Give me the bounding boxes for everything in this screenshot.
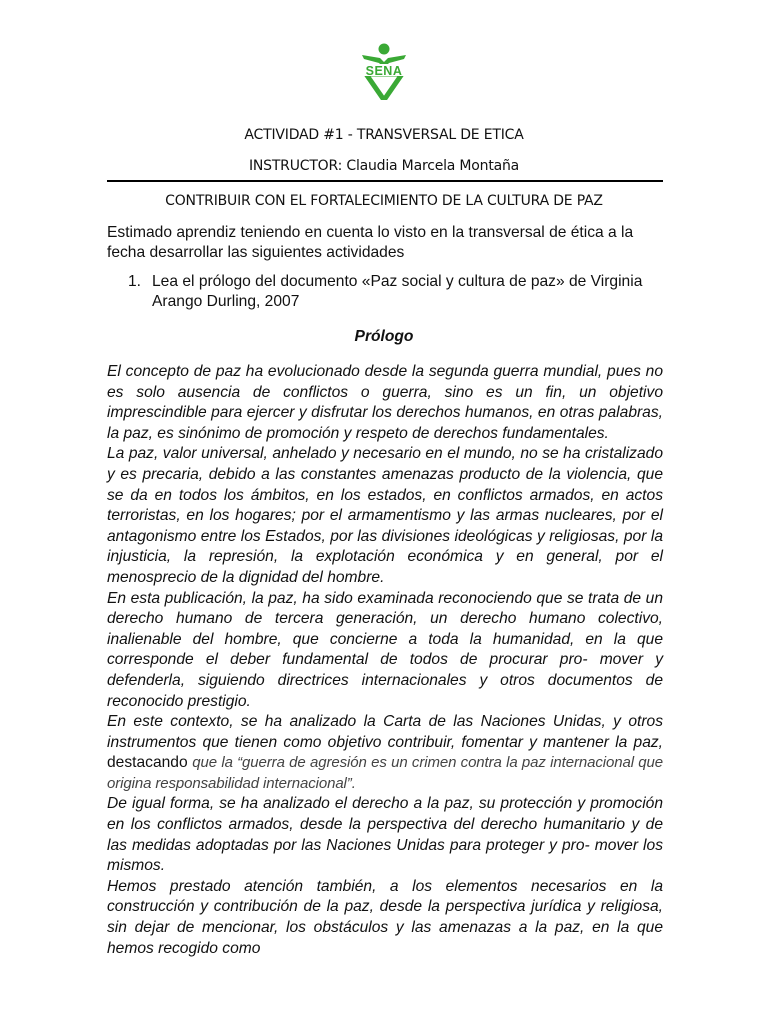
prologue-paragraph-2: La paz, valor universal, anhelado y necesario en el mundo, no se ha cristalizado y es precaria, debido a las constantes amenazas producto de la violencia, que se da en todos los ámbitos, en los estados, en conflictos armados, en actos terroristas, en los hogares; por el armamentismo y las armas nucleares, por el antagonismo entre los Estados, por las divisiones ideológicas y religiosas, por la injusticia, la represión, la explotación económica y en general, por el menosprecio de la dignidad del hombre. [107, 445, 663, 586]
list-item [128, 272, 663, 312]
prologue-paragraph-4-word: destacando [107, 754, 188, 772]
prologue-paragraph-4-start: En este contexto, se ha analizado la Carta de las Naciones Unidas, y otros instrumentos que tienen como objetivo contribuir, fomentar y mantener la paz, [107, 713, 663, 751]
prologue-paragraph-6: Hemos prestado atención también, a los elementos necesarios en la construcción y contribución de la paz, desde la perspectiva jurídica y religiosa, sin dejar de mencionar, los obstáculos y las amenazas a la paz, en la que hemos recogido como [107, 877, 663, 957]
prologue-paragraph-4 [107, 712, 663, 794]
prologue-heading: Prólogo [354, 328, 414, 345]
instructor-line: INSTRUCTOR: Claudia Marcela Montaña [248, 158, 520, 174]
list-item-text: Lea el prólogo del documento «Paz social y cultura de paz» de Virginia Arango Durling, 2007 [152, 273, 643, 310]
prologue-body [107, 362, 663, 959]
prologue-paragraph-4-quote: que la “guerra de agresión es un crimen contra la paz internacional que origina responsabilidad internacional”. [107, 754, 663, 792]
document-subtitle: CONTRIBUIR CON EL FORTALECIMIENTO DE LA CULTURA DE PAZ [165, 193, 603, 209]
intro-paragraph: Estimado aprendiz teniendo en cuenta lo visto en la transversal de ética a la fecha desarrollar las siguientes actividades [107, 224, 634, 261]
logo-text: SENA [365, 64, 403, 78]
prologue-paragraph-1: El concepto de paz ha evolucionado desde la segunda guerra mundial, pues no es solo ausencia de conflictos o guerra, sino es un fin, un objetivo imprescindible para ejercer y disfrutar los derechos humanos, en otras palabras, la paz, es sinónimo de promoción y respeto de derechos fundamentales. [107, 363, 663, 442]
prologue-paragraph-5: De igual forma, se ha analizado el derecho a la paz, su protección y promoción en los conflictos armados, desde la perspectiva del derecho humanitario y de las medidas adoptadas por las Naciones Unidas para proteger y pro- mover los mismos. [107, 795, 663, 875]
activity-title: ACTIVIDAD #1 - TRANSVERSAL DE ETICA [244, 127, 524, 143]
header-divider [107, 180, 663, 182]
sena-logo [354, 42, 414, 100]
prologue-paragraph-3: En esta publicación, la paz, ha sido examinada reconociendo que se trata de un derecho humano de tercera generación, un derecho humano colectivo, inalienable del hombre, que concierne a toda la humanidad, en la que corresponde el deber fundamental de todos de procurar pro- mover y defenderla, siguiendo directrices internacionales y otros documentos de reconocido prestigio. [107, 589, 663, 710]
list-item-number: 1. [128, 273, 142, 290]
